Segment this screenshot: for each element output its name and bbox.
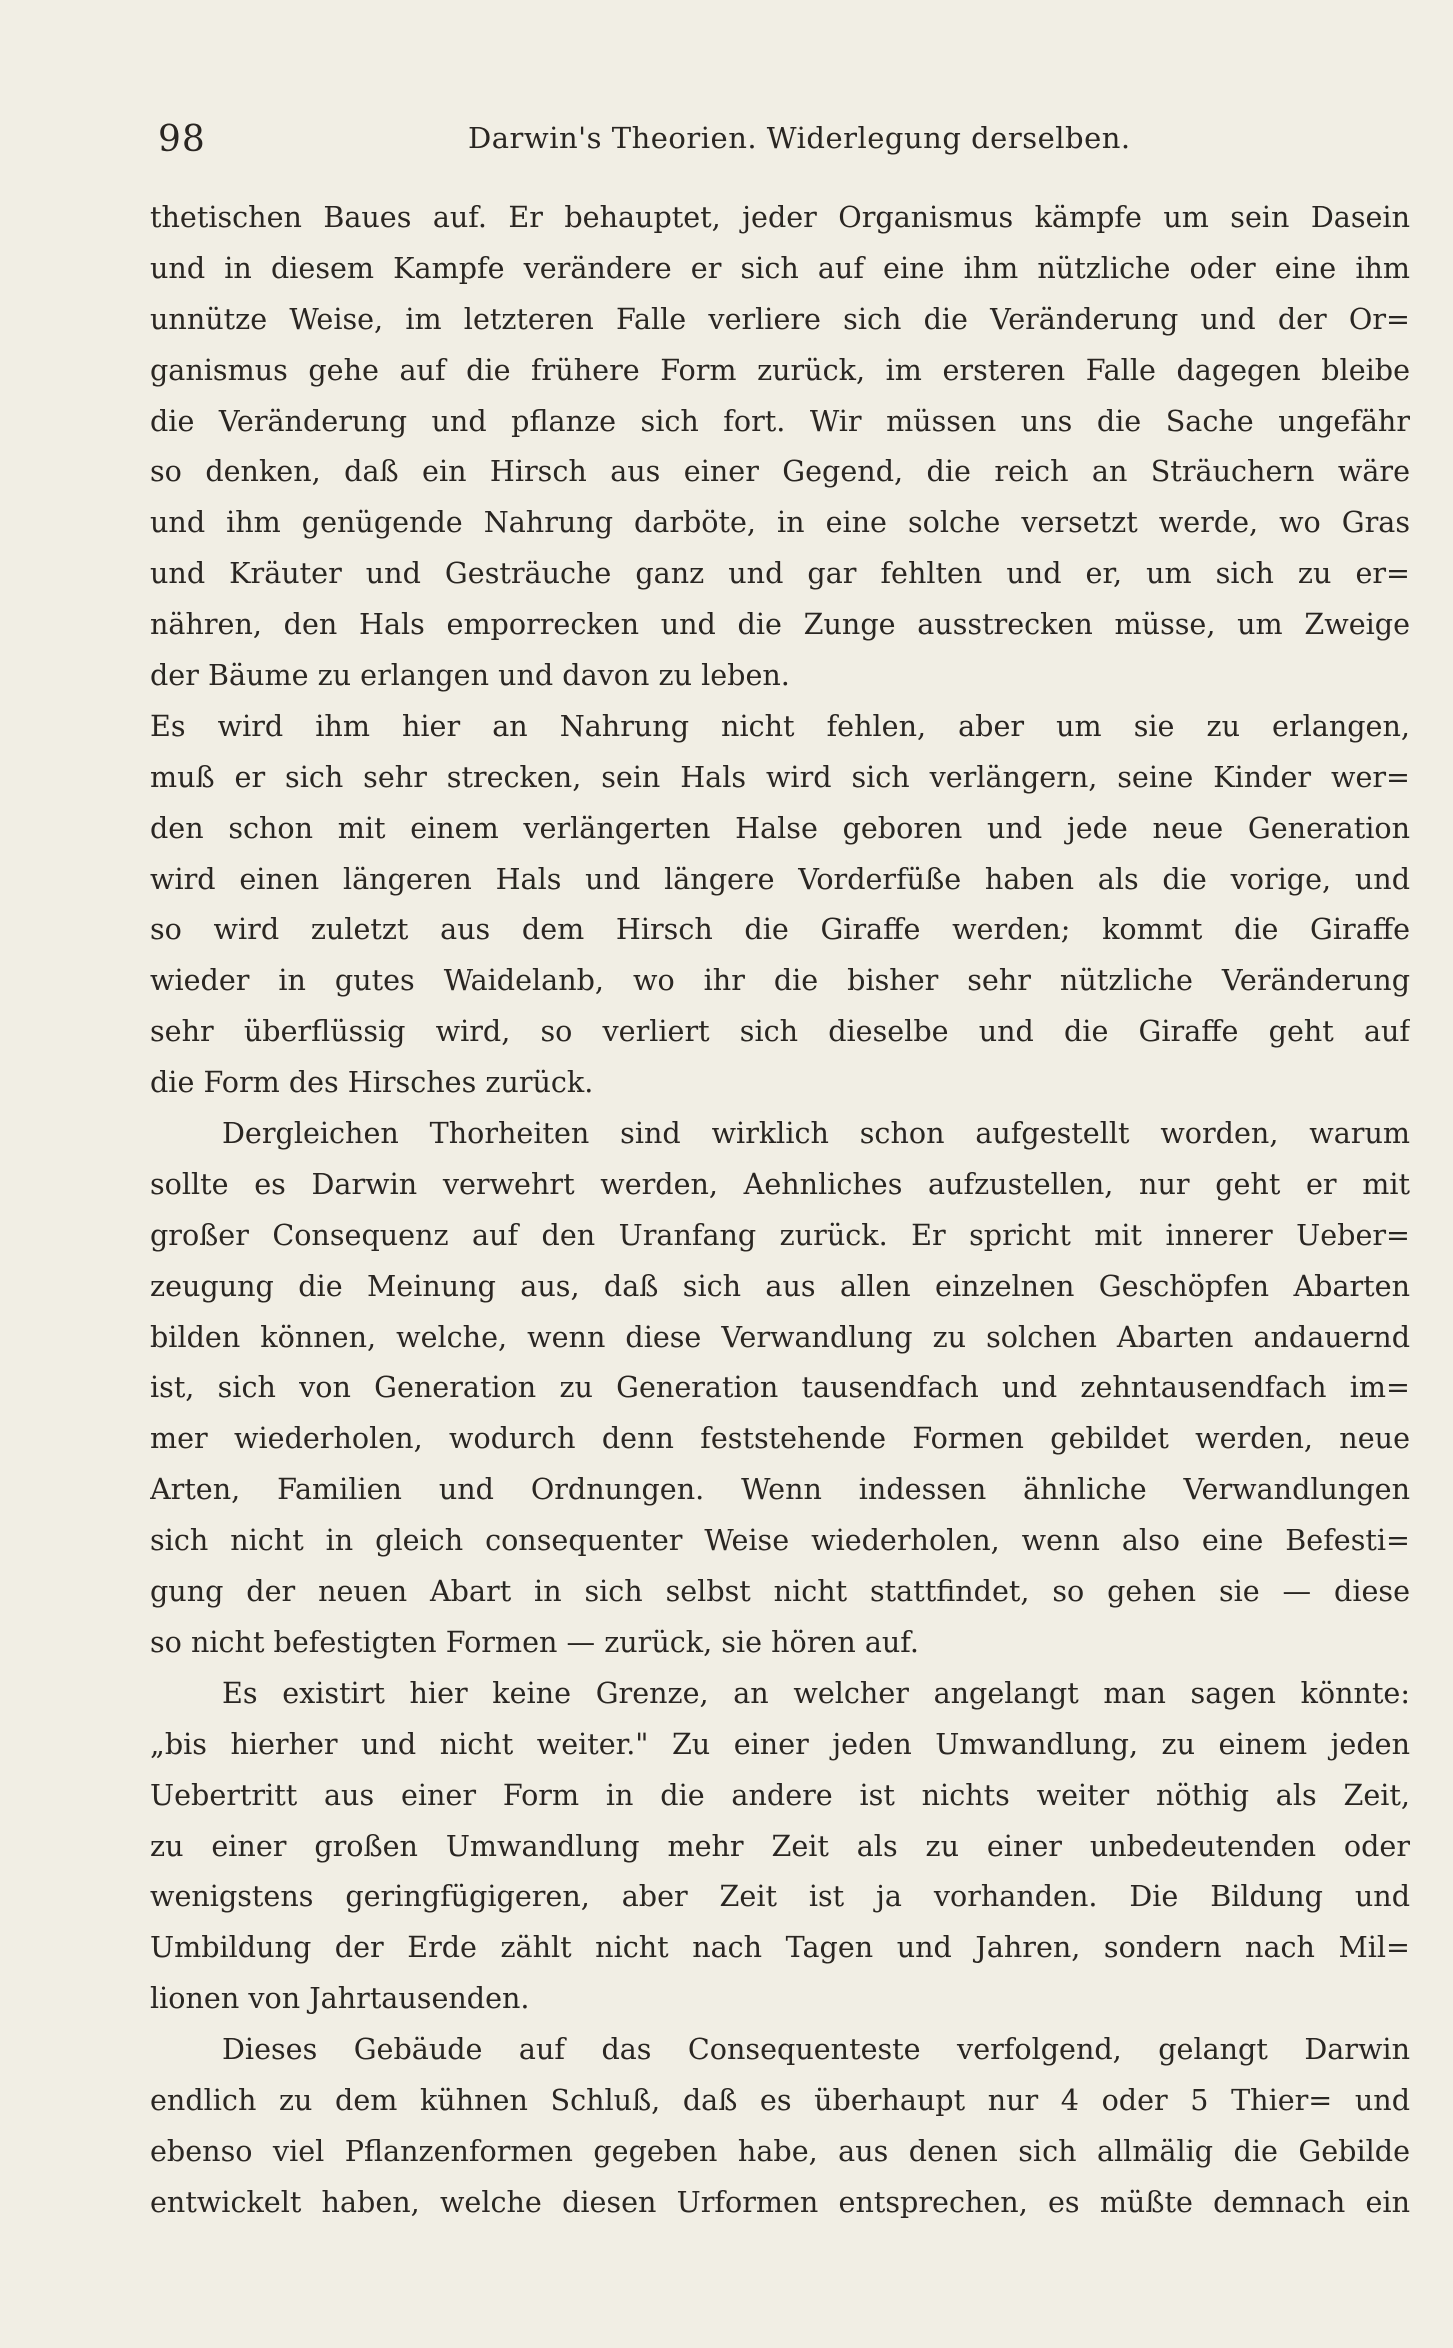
text-line: wenigstens geringfügigeren, aber Zeit ist ja vorhanden. Die Bildung und (150, 1879, 1410, 1914)
text-line: so denken, daß ein Hirsch aus einer Gegend, die reich an Sträuchern wäre (150, 454, 1410, 489)
text-line: Es existirt hier keine Grenze, an welcher angelangt man sagen könnte: (222, 1675, 1410, 1710)
text-line: Es wird ihm hier an Nahrung nicht fehlen, aber um sie zu erlangen, (150, 708, 1410, 743)
text-line: gung der neuen Abart in sich selbst nicht stattfindet, so gehen sie — diese (150, 1574, 1410, 1609)
text-line: Arten, Familien und Ordnungen. Wenn indessen ähnliche Verwandlungen (150, 1472, 1410, 1507)
text-line: wieder in gutes Waidelanb, wo ihr die bisher sehr nützliche Veränderung (150, 963, 1410, 998)
text-line: die Veränderung und pflanze sich fort. Wir müssen uns die Sache ungefähr (150, 403, 1410, 438)
text-line: den schon mit einem verlängerten Halse geboren und jede neue Generation (150, 810, 1410, 845)
text-line: Dieses Gebäude auf das Consequenteste verfolgend, gelangt Darwin (222, 2032, 1410, 2067)
text-line: thetischen Baues auf. Er behauptet, jeder Organismus kämpfe um sein Dasein (150, 200, 1410, 234)
text-line: und Kräuter und Gesträuche ganz und gar fehlten und er, um sich zu er= (150, 556, 1410, 591)
text-line: „bis hierher und nicht weiter." Zu einer jeden Umwandlung, zu einem jeden (150, 1726, 1410, 1761)
page-number: 98 (158, 119, 206, 160)
text-line: zu einer großen Umwandlung mehr Zeit als zu einer unbedeutenden oder (150, 1828, 1410, 1863)
text-line: der Bäume zu erlangen und davon zu leben. (150, 658, 790, 693)
text-line: und in diesem Kampfe verändere er sich auf eine ihm nützliche oder eine ihm (150, 250, 1410, 285)
body-text (150, 192, 1410, 2228)
text-line: unnütze Weise, im letzteren Falle verliere sich die Veränderung und der Or= (150, 301, 1410, 336)
text-line: ist, sich von Generation zu Generation tausendfach und zehntausendfach im= (150, 1370, 1410, 1405)
text-line: lionen von Jahrtausenden. (150, 1981, 530, 2016)
text-line: Uebertritt aus einer Form in die andere ist nichts weiter nöthig als Zeit, (150, 1777, 1410, 1812)
text-line: endlich zu dem kühnen Schluß, daß es überhaupt nur 4 oder 5 Thier= und (150, 2082, 1410, 2117)
text-line: großer Consequenz auf den Uranfang zurück. Er spricht mit innerer Ueber= (150, 1217, 1410, 1252)
text-line: ebenso viel Pflanzenformen gegeben habe, aus denen sich allmälig die Gebilde (150, 2133, 1410, 2168)
text-line: entwickelt haben, welche diesen Urformen entsprechen, es müßte demnach ein (150, 2184, 1410, 2219)
text-line: nähren, den Hals emporrecken und die Zunge ausstrecken müsse, um Zweige (150, 607, 1410, 642)
text-line: die Form des Hirsches zurück. (150, 1065, 594, 1100)
text-line: so wird zuletzt aus dem Hirsch die Giraffe werden; kommt die Giraffe (150, 912, 1410, 947)
text-line: muß er sich sehr strecken, sein Hals wird sich verlängern, seine Kinder wer= (150, 759, 1410, 794)
text-line: wird einen längeren Hals und längere Vorderfüße haben als die vorige, und (150, 861, 1410, 896)
text-line: ganismus gehe auf die frühere Form zurück, im ersteren Falle dagegen bleibe (150, 352, 1410, 387)
text-line: Dergleichen Thorheiten sind wirklich schon aufgestellt worden, warum (222, 1116, 1410, 1151)
text-line: sehr überflüssig wird, so verliert sich dieselbe und die Giraffe geht auf (150, 1014, 1410, 1049)
text-line: sollte es Darwin verwehrt werden, Aehnliches aufzustellen, nur geht er mit (150, 1166, 1410, 1201)
text-line: so nicht befestigten Formen — zurück, sie hören auf. (150, 1624, 919, 1659)
text-line: bilden können, welche, wenn diese Verwandlung zu solchen Abarten andauernd (150, 1319, 1410, 1354)
text-line: sich nicht in gleich consequenter Weise wiederholen, wenn also eine Befesti= (150, 1523, 1410, 1558)
text-line: und ihm genügende Nahrung darböte, in eine solche versetzt werde, wo Gras (150, 505, 1410, 540)
running-title: Darwin's Theorien. Widerlegung derselben. (468, 121, 1131, 155)
text-line: Umbildung der Erde zählt nicht nach Tagen und Jahren, sondern nach Mil= (150, 1930, 1410, 1965)
text-line: mer wiederholen, wodurch denn feststehende Formen gebildet werden, neue (150, 1421, 1410, 1456)
page-header (150, 108, 1410, 168)
text-line: zeugung die Meinung aus, daß sich aus allen einzelnen Geschöpfen Abarten (150, 1268, 1410, 1303)
